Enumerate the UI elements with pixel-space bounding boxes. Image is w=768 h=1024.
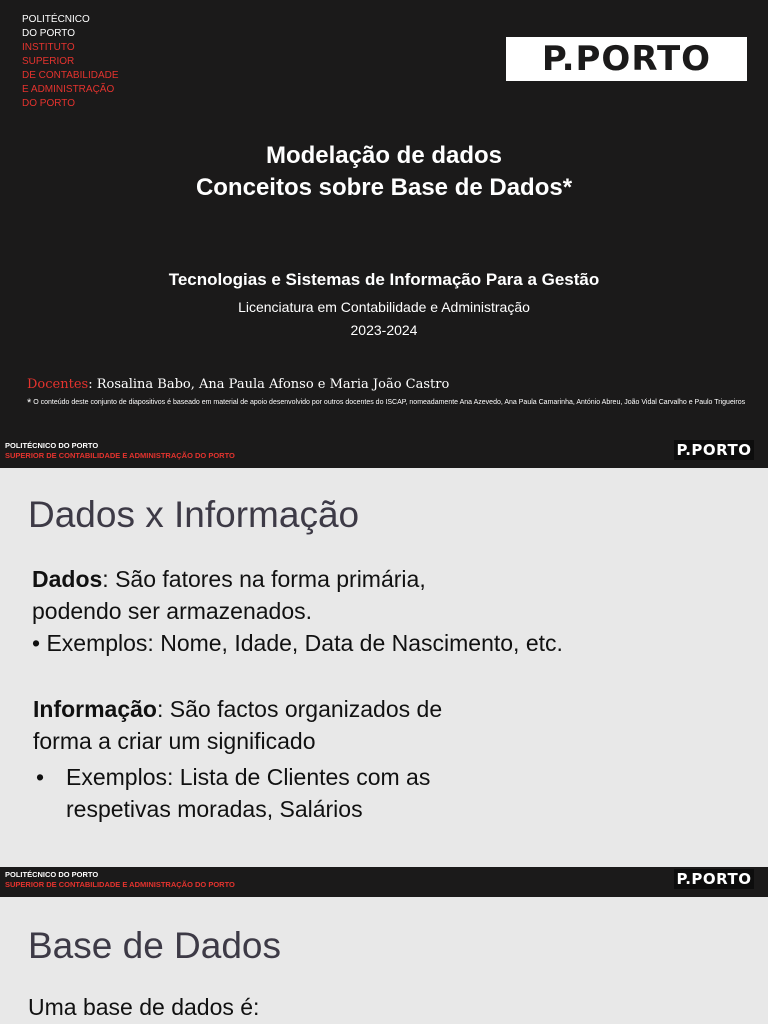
title-line: Conceitos sobre Base de Dados*: [195, 174, 573, 201]
institution-line: DE CONTABILIDADE: [22, 70, 119, 81]
slide-title: [0, 140, 768, 204]
docentes-label: Docentes: [27, 377, 89, 392]
institution-name: [22, 13, 119, 111]
slide-footer: [0, 867, 768, 897]
info-term: Informação: [33, 696, 157, 722]
dados-def: : São fatores na forma primária,: [102, 566, 426, 592]
title-slide: [0, 0, 768, 438]
title-line: Modelação de dados: [265, 142, 503, 169]
degree-name: Licenciatura em Contabilidade e Administração: [238, 299, 530, 315]
footer-logo: P.PORTO: [674, 440, 754, 460]
institution-line: INSTITUTO: [22, 42, 75, 53]
institution-line: DO PORTO: [22, 28, 75, 39]
footer-line2: SUPERIOR DE CONTABILIDADE E ADMINISTRAÇÃO DO PORTO: [5, 880, 235, 889]
info-example-line: respetivas moradas, Salários: [66, 796, 363, 822]
info-def-cont: forma a criar um significado: [33, 728, 316, 754]
footer-line2: SUPERIOR DE CONTABILIDADE E ADMINISTRAÇÃO DO PORTO: [5, 451, 235, 460]
footnote: [27, 398, 747, 408]
content-slide: [0, 897, 768, 1024]
slide-text: Uma base de dados é:: [28, 994, 260, 1020]
footnote-star: *: [27, 397, 32, 409]
dados-def-cont: podendo ser armazenados.: [32, 598, 313, 624]
slide-title: Base de Dados: [28, 925, 282, 966]
dados-definition: [32, 563, 426, 627]
academic-year: 2023-2024: [350, 322, 418, 338]
dados-example: • Exemplos: Nome, Idade, Data de Nascimento, etc.: [32, 630, 563, 656]
footer-line1: POLITÉCNICO DO PORTO: [5, 870, 99, 879]
docentes: [27, 377, 449, 392]
institution-line: POLITÉCNICO: [22, 14, 90, 25]
info-def: : São factos organizados de: [156, 696, 443, 722]
institution-line: SUPERIOR: [22, 56, 75, 67]
footer-line1: POLITÉCNICO DO PORTO: [5, 441, 99, 450]
institution-line: E ADMINISTRAÇÃO: [22, 84, 115, 95]
slide-footer: [0, 438, 768, 468]
pporto-logo: P.PORTO: [506, 37, 747, 81]
footnote-text: O conteúdo deste conjunto de diapositivos é baseado em material de apoio desenvolvido por outros docentes do ISCAP, nomeadamente Ana Azevedo, Ana Paula Camarinha, António Abreu, João Vidal Carvalho e Paulo Trigueiros: [33, 399, 746, 406]
docentes-names: : Rosalina Babo, Ana Paula Afonso e Maria João Castro: [88, 377, 450, 392]
content-slide: [0, 468, 768, 867]
dados-term: Dados: [32, 566, 103, 592]
info-example-line: Exemplos: Lista de Clientes com as: [66, 764, 431, 790]
bullet: •: [36, 764, 45, 790]
footer-logo: P.PORTO: [674, 869, 754, 889]
info-definition: [33, 693, 442, 757]
slide-title: Dados x Informação: [28, 494, 360, 535]
institution-line: DO PORTO: [22, 98, 75, 109]
info-example: [36, 761, 430, 825]
course-name: Tecnologias e Sistemas de Informação Para a Gestão: [168, 270, 600, 289]
